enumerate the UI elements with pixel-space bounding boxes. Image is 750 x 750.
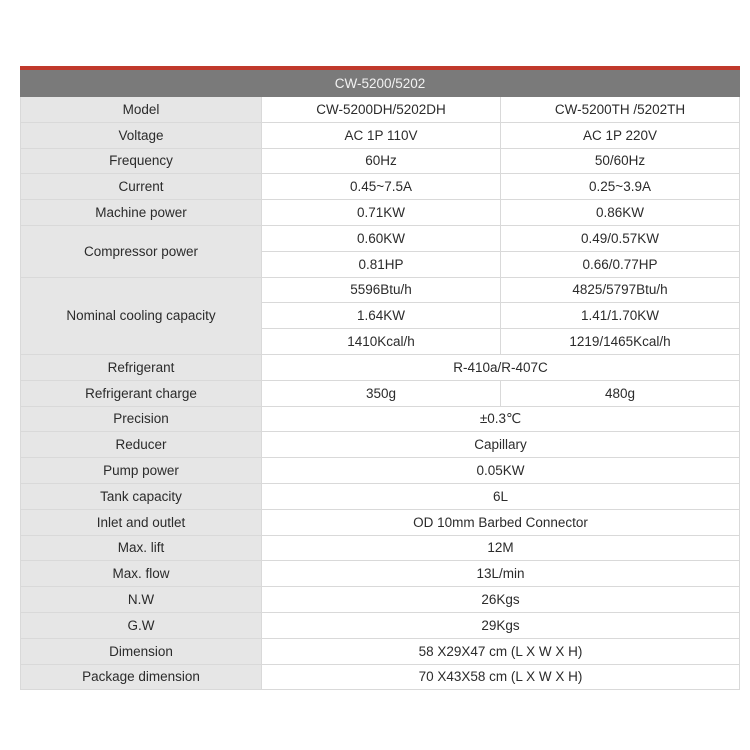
table-row-max-flow <box>21 561 740 587</box>
row-label: Tank capacity <box>21 483 262 509</box>
machine-power-value-a: 0.71KW <box>262 200 501 226</box>
compressor-power-value-b2: 0.66/0.77HP <box>501 251 740 277</box>
tank-capacity-value: 6L <box>262 483 740 509</box>
row-label: Precision <box>21 406 262 432</box>
table-row-frequency <box>21 148 740 174</box>
row-label: Current <box>21 174 262 200</box>
table-row-precision <box>21 406 740 432</box>
row-label: Max. flow <box>21 561 262 587</box>
row-label: Dimension <box>21 638 262 664</box>
cooling-capacity-value-a1: 5596Btu/h <box>262 277 501 303</box>
row-label: Reducer <box>21 432 262 458</box>
nw-value: 26Kgs <box>262 587 740 613</box>
table-header-row <box>21 68 740 97</box>
table-row-reducer <box>21 432 740 458</box>
package-dimension-value: 70 X43X58 cm (L X W X H) <box>262 664 740 690</box>
reducer-value: Capillary <box>262 432 740 458</box>
precision-value: ±0.3℃ <box>262 406 740 432</box>
table-row-refrigerant <box>21 354 740 380</box>
row-label: Compressor power <box>21 225 262 277</box>
row-label: G.W <box>21 612 262 638</box>
table-row-tank-capacity <box>21 483 740 509</box>
table-row-gw <box>21 612 740 638</box>
dimension-value: 58 X29X47 cm (L X W X H) <box>262 638 740 664</box>
refrigerant-value: R-410a/R-407C <box>262 354 740 380</box>
row-label: N.W <box>21 587 262 613</box>
row-label: Refrigerant <box>21 354 262 380</box>
table-row-compressor-power <box>21 225 740 251</box>
current-value-a: 0.45~7.5A <box>262 174 501 200</box>
row-label: Refrigerant charge <box>21 380 262 406</box>
gw-value: 29Kgs <box>262 612 740 638</box>
cooling-capacity-value-b2: 1.41/1.70KW <box>501 303 740 329</box>
row-label: Model <box>21 97 262 123</box>
model-value-b: CW-5200TH /5202TH <box>501 97 740 123</box>
compressor-power-value-a1: 0.60KW <box>262 225 501 251</box>
row-label: Package dimension <box>21 664 262 690</box>
table-row-refrigerant-charge <box>21 380 740 406</box>
compressor-power-value-b1: 0.49/0.57KW <box>501 225 740 251</box>
max-flow-value: 13L/min <box>262 561 740 587</box>
model-value-a: CW-5200DH/5202DH <box>262 97 501 123</box>
table-row-current <box>21 174 740 200</box>
compressor-power-value-a2: 0.81HP <box>262 251 501 277</box>
voltage-value-b: AC 1P 220V <box>501 122 740 148</box>
cooling-capacity-value-a2: 1.64KW <box>262 303 501 329</box>
inlet-outlet-value: OD 10mm Barbed Connector <box>262 509 740 535</box>
table-row-cooling-capacity <box>21 277 740 303</box>
table-row-nw <box>21 587 740 613</box>
frequency-value-a: 60Hz <box>262 148 501 174</box>
voltage-value-a: AC 1P 110V <box>262 122 501 148</box>
table-row-max-lift <box>21 535 740 561</box>
table-row-model <box>21 97 740 123</box>
row-label: Pump power <box>21 458 262 484</box>
machine-power-value-b: 0.86KW <box>501 200 740 226</box>
refrigerant-charge-value-a: 350g <box>262 380 501 406</box>
max-lift-value: 12M <box>262 535 740 561</box>
cooling-capacity-value-a3: 1410Kcal/h <box>262 329 501 355</box>
spec-table <box>20 66 740 690</box>
row-label: Inlet and outlet <box>21 509 262 535</box>
table-row-voltage <box>21 122 740 148</box>
row-label: Voltage <box>21 122 262 148</box>
table-row-machine-power <box>21 200 740 226</box>
frequency-value-b: 50/60Hz <box>501 148 740 174</box>
table-row-package-dimension <box>21 664 740 690</box>
cooling-capacity-value-b3: 1219/1465Kcal/h <box>501 329 740 355</box>
table-row-pump-power <box>21 458 740 484</box>
row-label: Machine power <box>21 200 262 226</box>
row-label: Max. lift <box>21 535 262 561</box>
row-label: Nominal cooling capacity <box>21 277 262 354</box>
table-row-inlet-outlet <box>21 509 740 535</box>
table-row-dimension <box>21 638 740 664</box>
current-value-b: 0.25~3.9A <box>501 174 740 200</box>
pump-power-value: 0.05KW <box>262 458 740 484</box>
cooling-capacity-value-b1: 4825/5797Btu/h <box>501 277 740 303</box>
table-title: CW-5200/5202 <box>21 68 740 97</box>
refrigerant-charge-value-b: 480g <box>501 380 740 406</box>
row-label: Frequency <box>21 148 262 174</box>
